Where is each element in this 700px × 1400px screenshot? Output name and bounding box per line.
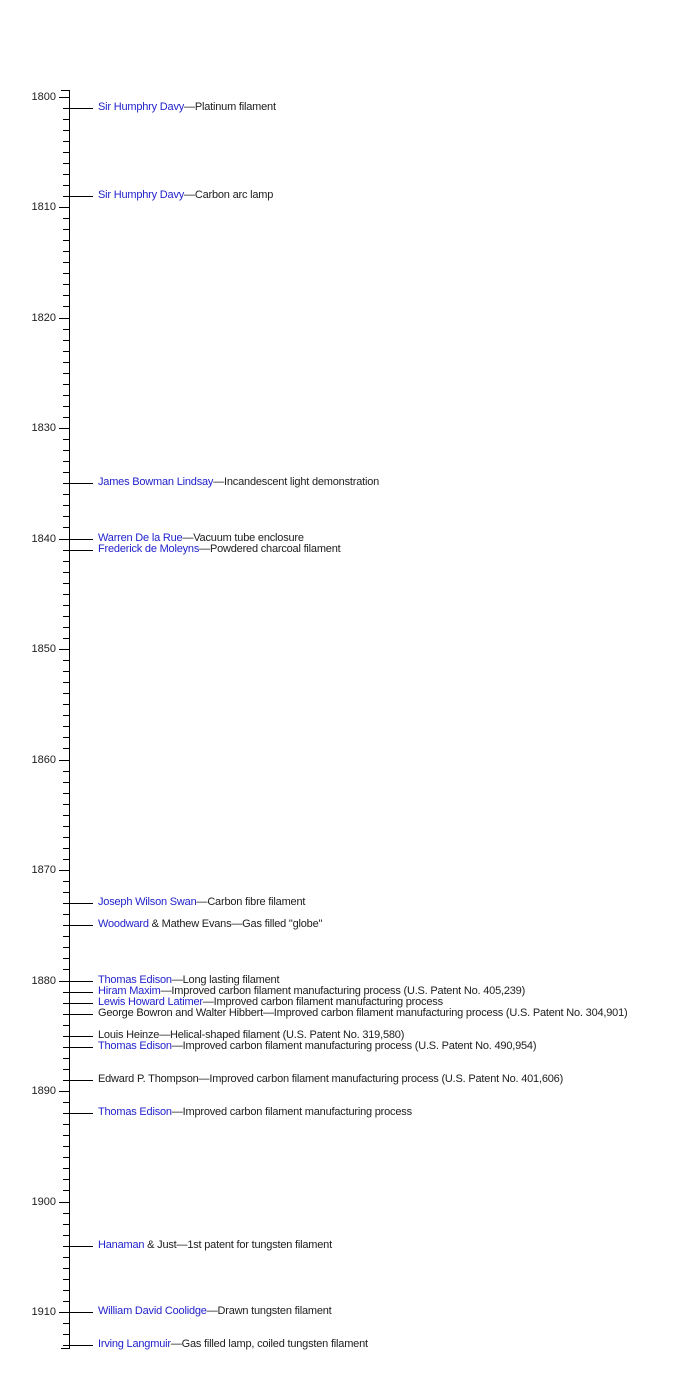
event-link[interactable]: Warren De la Rue [98,532,183,544]
event-link[interactable]: James Bowman Lindsay [98,476,214,488]
minor-tick [63,1146,69,1147]
event-connector-line [70,1047,93,1048]
event-description: —Gas filled lamp, coiled tungsten filament [170,1338,368,1350]
major-tick [59,1202,69,1203]
minor-tick [63,1014,69,1015]
major-tick [59,649,69,650]
event-link[interactable]: Hiram Maxim [98,985,161,997]
event-connector-line [70,483,93,484]
minor-tick [63,992,69,993]
minor-tick [63,572,69,573]
event-description: —Improved carbon filament manufacturing process (U.S. Patent No. 405,239) [160,985,526,997]
minor-tick [63,1224,69,1225]
event-link[interactable]: Sir Humphry Davy [98,189,185,201]
event-link[interactable]: Hanaman [98,1239,145,1251]
minor-tick [63,1168,69,1169]
minor-tick [63,417,69,418]
minor-tick [63,693,69,694]
minor-tick [63,936,69,937]
major-tick [59,539,69,540]
year-label: 1880 [31,975,56,987]
minor-tick [63,748,69,749]
minor-tick [63,594,69,595]
minor-tick [63,152,69,153]
year-label: 1850 [31,643,56,655]
event-connector-line [70,981,93,982]
event-connector-line [70,1080,93,1081]
event-description: —Improved carbon filament manufacturing process [202,996,443,1008]
event-link[interactable]: William David Coolidge [98,1305,207,1317]
event-description: —Improved carbon filament manufacturing process (U.S. Patent No. 490,954) [171,1040,537,1052]
minor-tick [63,450,69,451]
timeline-event [98,1007,627,1020]
timeline-event [98,1338,368,1351]
minor-tick [63,627,69,628]
minor-tick [63,1025,69,1026]
major-tick [59,1312,69,1313]
minor-tick [63,185,69,186]
minor-tick [63,229,69,230]
minor-tick [63,1301,69,1302]
minor-tick [63,671,69,672]
event-description: —Powdered charcoal filament [199,543,341,555]
event-description: —Carbon fibre filament [196,896,306,908]
minor-tick [63,1235,69,1236]
minor-tick [63,815,69,816]
minor-tick [63,550,69,551]
minor-tick [63,373,69,374]
timeline-event [98,543,341,556]
minor-tick [63,804,69,805]
event-description: Louis Heinze—Helical-shaped filament (U.S. Patent No. 319,580) [98,1029,405,1041]
major-tick [59,870,69,871]
minor-tick [63,1257,69,1258]
major-tick [59,1091,69,1092]
minor-tick [63,1036,69,1037]
event-connector-line [70,1312,93,1313]
minor-tick [63,218,69,219]
minor-tick [63,605,69,606]
minor-tick [63,903,69,904]
minor-tick [63,682,69,683]
minor-tick [63,163,69,164]
year-label: 1840 [31,533,56,545]
event-description: George Bowron and Walter Hibbert—Improved carbon filament manufacturing process (U.S. Patent No. 304,901) [98,1007,628,1019]
timeline-event [98,1239,332,1252]
minor-tick [63,848,69,849]
event-link[interactable]: Thomas Edison [98,974,172,986]
event-connector-line [70,1036,93,1037]
minor-tick [63,461,69,462]
event-link[interactable]: Lewis Howard Latimer [98,996,203,1008]
timeline-event [98,1305,332,1318]
minor-tick [63,660,69,661]
minor-tick [63,141,69,142]
event-connector-line [70,550,93,551]
event-connector-line [70,108,93,109]
minor-tick [63,958,69,959]
event-description: & Mathew Evans—Gas filled "globe" [148,918,323,930]
event-description: Edward P. Thompson—Improved carbon filament manufacturing process (U.S. Patent No. 401,606) [98,1073,564,1085]
event-link[interactable]: Sir Humphry Davy [98,101,185,113]
minor-tick [63,583,69,584]
minor-tick [63,329,69,330]
minor-tick [63,1047,69,1048]
minor-tick [63,273,69,274]
minor-tick [63,947,69,948]
minor-tick [63,284,69,285]
axis-top-cap [61,90,70,91]
minor-tick [63,119,69,120]
minor-tick [63,362,69,363]
event-description: —Long lasting filament [171,974,280,986]
minor-tick [63,1334,69,1335]
minor-tick [63,384,69,385]
minor-tick [63,1190,69,1191]
minor-tick [63,395,69,396]
minor-tick [63,704,69,705]
event-description: & Just—1st patent for tungsten filament [144,1239,332,1251]
event-description: —Platinum filament [184,101,276,113]
event-link[interactable]: Irving Langmuir [98,1338,171,1350]
minor-tick [63,494,69,495]
minor-tick [63,726,69,727]
event-description: —Carbon arc lamp [184,189,274,201]
minor-tick [63,196,69,197]
minor-tick [63,737,69,738]
year-label: 1830 [31,422,56,434]
event-connector-line [70,1113,93,1114]
minor-tick [63,1268,69,1269]
major-tick [59,428,69,429]
minor-tick [63,472,69,473]
minor-tick [63,616,69,617]
minor-tick [63,262,69,263]
minor-tick [63,406,69,407]
year-label: 1910 [31,1306,56,1318]
minor-tick [63,527,69,528]
event-connector-line [70,903,93,904]
minor-tick [63,306,69,307]
timeline-event [98,1073,563,1086]
year-label: 1800 [31,91,56,103]
major-tick [59,207,69,208]
event-connector-line [70,1246,93,1247]
timeline-event [98,476,379,489]
timeline-event [98,1106,412,1119]
minor-tick [63,1345,69,1346]
minor-tick [63,1080,69,1081]
minor-tick [63,1058,69,1059]
minor-tick [63,1124,69,1125]
minor-tick [63,969,69,970]
minor-tick [63,638,69,639]
minor-tick [63,1113,69,1114]
minor-tick [63,1213,69,1214]
event-connector-line [70,925,93,926]
timeline-event [98,189,273,202]
minor-tick [63,483,69,484]
minor-tick [63,1003,69,1004]
minor-tick [63,771,69,772]
minor-tick [63,251,69,252]
minor-tick [63,715,69,716]
event-connector-line [70,1014,93,1015]
minor-tick [63,859,69,860]
minor-tick [63,1323,69,1324]
minor-tick [63,925,69,926]
year-label: 1900 [31,1196,56,1208]
minor-tick [63,240,69,241]
minor-tick [63,1179,69,1180]
minor-tick [63,1279,69,1280]
minor-tick [63,837,69,838]
minor-tick [63,881,69,882]
event-description: —Incandescent light demonstration [213,476,380,488]
event-link[interactable]: Thomas Edison [98,1040,172,1052]
minor-tick [63,793,69,794]
event-link[interactable]: Woodward [98,918,149,930]
event-connector-line [70,196,93,197]
major-tick [59,981,69,982]
minor-tick [63,914,69,915]
year-label: 1820 [31,312,56,324]
minor-tick [63,505,69,506]
minor-tick [63,1290,69,1291]
event-description: —Improved carbon filament manufacturing process [171,1106,412,1118]
event-connector-line [70,992,93,993]
minor-tick [63,295,69,296]
event-link[interactable]: Thomas Edison [98,1106,172,1118]
timeline-event [98,1040,536,1053]
minor-tick [63,174,69,175]
minor-tick [63,1135,69,1136]
minor-tick [63,108,69,109]
event-connector-line [70,1003,93,1004]
minor-tick [63,826,69,827]
major-tick [59,318,69,319]
event-link[interactable]: Frederick de Moleyns [98,543,200,555]
minor-tick [63,516,69,517]
axis-main-line [69,90,70,1348]
event-connector-line [70,1345,93,1346]
year-label: 1870 [31,864,56,876]
year-label: 1890 [31,1085,56,1097]
event-link[interactable]: Joseph Wilson Swan [98,896,197,908]
minor-tick [63,439,69,440]
timeline-event [98,101,276,114]
year-label: 1860 [31,754,56,766]
minor-tick [63,351,69,352]
timeline-event [98,918,322,931]
minor-tick [63,1246,69,1247]
minor-tick [63,892,69,893]
event-description: —Vacuum tube enclosure [182,532,304,544]
major-tick [59,97,69,98]
major-tick [59,760,69,761]
event-description: —Drawn tungsten filament [206,1305,332,1317]
minor-tick [63,340,69,341]
year-label: 1810 [31,201,56,213]
event-connector-line [70,539,93,540]
minor-tick [63,1157,69,1158]
minor-tick [63,1069,69,1070]
minor-tick [63,561,69,562]
axis-bottom-cap [61,1348,70,1349]
minor-tick [63,130,69,131]
minor-tick [63,1102,69,1103]
minor-tick [63,782,69,783]
timeline-event [98,896,305,909]
